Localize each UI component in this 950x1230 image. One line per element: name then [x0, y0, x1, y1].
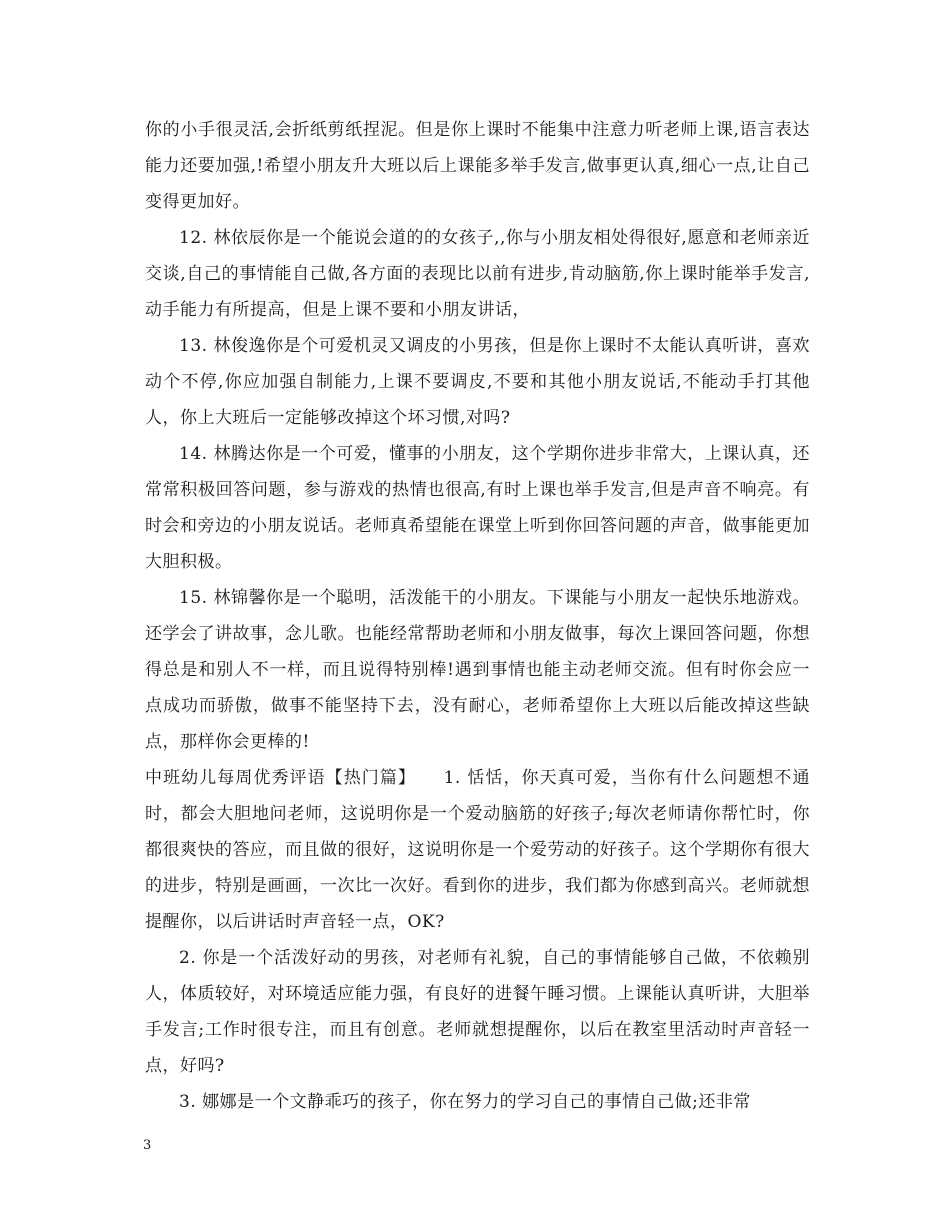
paragraph-item-12: 12. 林依辰你是一个能说会道的的女孩子,,你与小朋友相处得很好,愿意和老师亲近交谈,自己的事情能自己做,各方面的表现比以前有进步,肯动脑筋,你上课时能举手发言,动手能力有所提高，但是上课不要和小朋友讲话，	[145, 228, 810, 320]
paragraph-item-13: 13. 林俊逸你是个可爱机灵又调皮的小男孩，但是你上课时不太能认真听讲，喜欢动个不停,你应加强自制能力,上课不要调皮,不要和其他小朋友说话,不能动手打其他人，你上大班后一定能够改掉这个坏习惯,对吗?	[145, 336, 810, 428]
paragraph-section-heading-item-1: 中班幼儿每周优秀评语【热门篇】 1. 恬恬，你天真可爱，当你有什么问题想不通时，都会大胆地问老师，这说明你是一个爱动脑筋的好孩子;每次老师请你帮忙时，你都很爽快的答应，而且做的很好，这说明你是一个爱劳动的好孩子。这个学期你有很大的进步，特别是画画，一次比一次好。看到你的进步，我们都为你感到高兴。老师就想提醒你，以后讲话时声音轻一点，OK?	[145, 768, 810, 932]
paragraph-item-14: 14. 林腾达你是一个可爱，懂事的小朋友，这个学期你进步非常大，上课认真，还常常积极回答问题，参与游戏的热情也很高,有时上课也举手发言,但是声音不响亮。有时会和旁边的小朋友说话。老师真希望能在课堂上听到你回答问题的声音，做事能更加大胆积极。	[145, 444, 810, 572]
document-body	[145, 112, 810, 1120]
paragraph-continuation: 你的小手很灵活,会折纸剪纸捏泥。但是你上课时不能集中注意力听老师上课,语言表达能力还要加强,!希望小朋友升大班以后上课能多举手发言,做事更认真,细心一点,让自己变得更加好。	[145, 120, 810, 212]
paragraph-item-2: 2. 你是一个活泼好动的男孩，对老师有礼貌，自己的事情能够自己做，不依赖别人，体质较好，对环境适应能力强，有良好的进餐午睡习惯。上课能认真听讲，大胆举手发言;工作时很专注，而且有创意。老师就想提醒你，以后在教室里活动时声音轻一点，好吗?	[145, 948, 810, 1076]
page-number: 3	[143, 1138, 152, 1153]
paragraph-item-3: 3. 娜娜是一个文静乖巧的孩子，你在努力的学习自己的事情自己做;还非常	[179, 1092, 751, 1112]
paragraph-item-15: 15. 林锦馨你是一个聪明，活泼能干的小朋友。下课能与小朋友一起快乐地游戏。还学会了讲故事，念儿歌。也能经常帮助老师和小朋友做事，每次上课回答问题，你想得总是和别人不一样，而且说得特别棒!遇到事情也能主动老师交流。但有时你会应一点成功而骄傲，做事不能坚持下去，没有耐心，老师希望你上大班以后能改掉这些缺点，那样你会更棒的!	[145, 588, 810, 752]
